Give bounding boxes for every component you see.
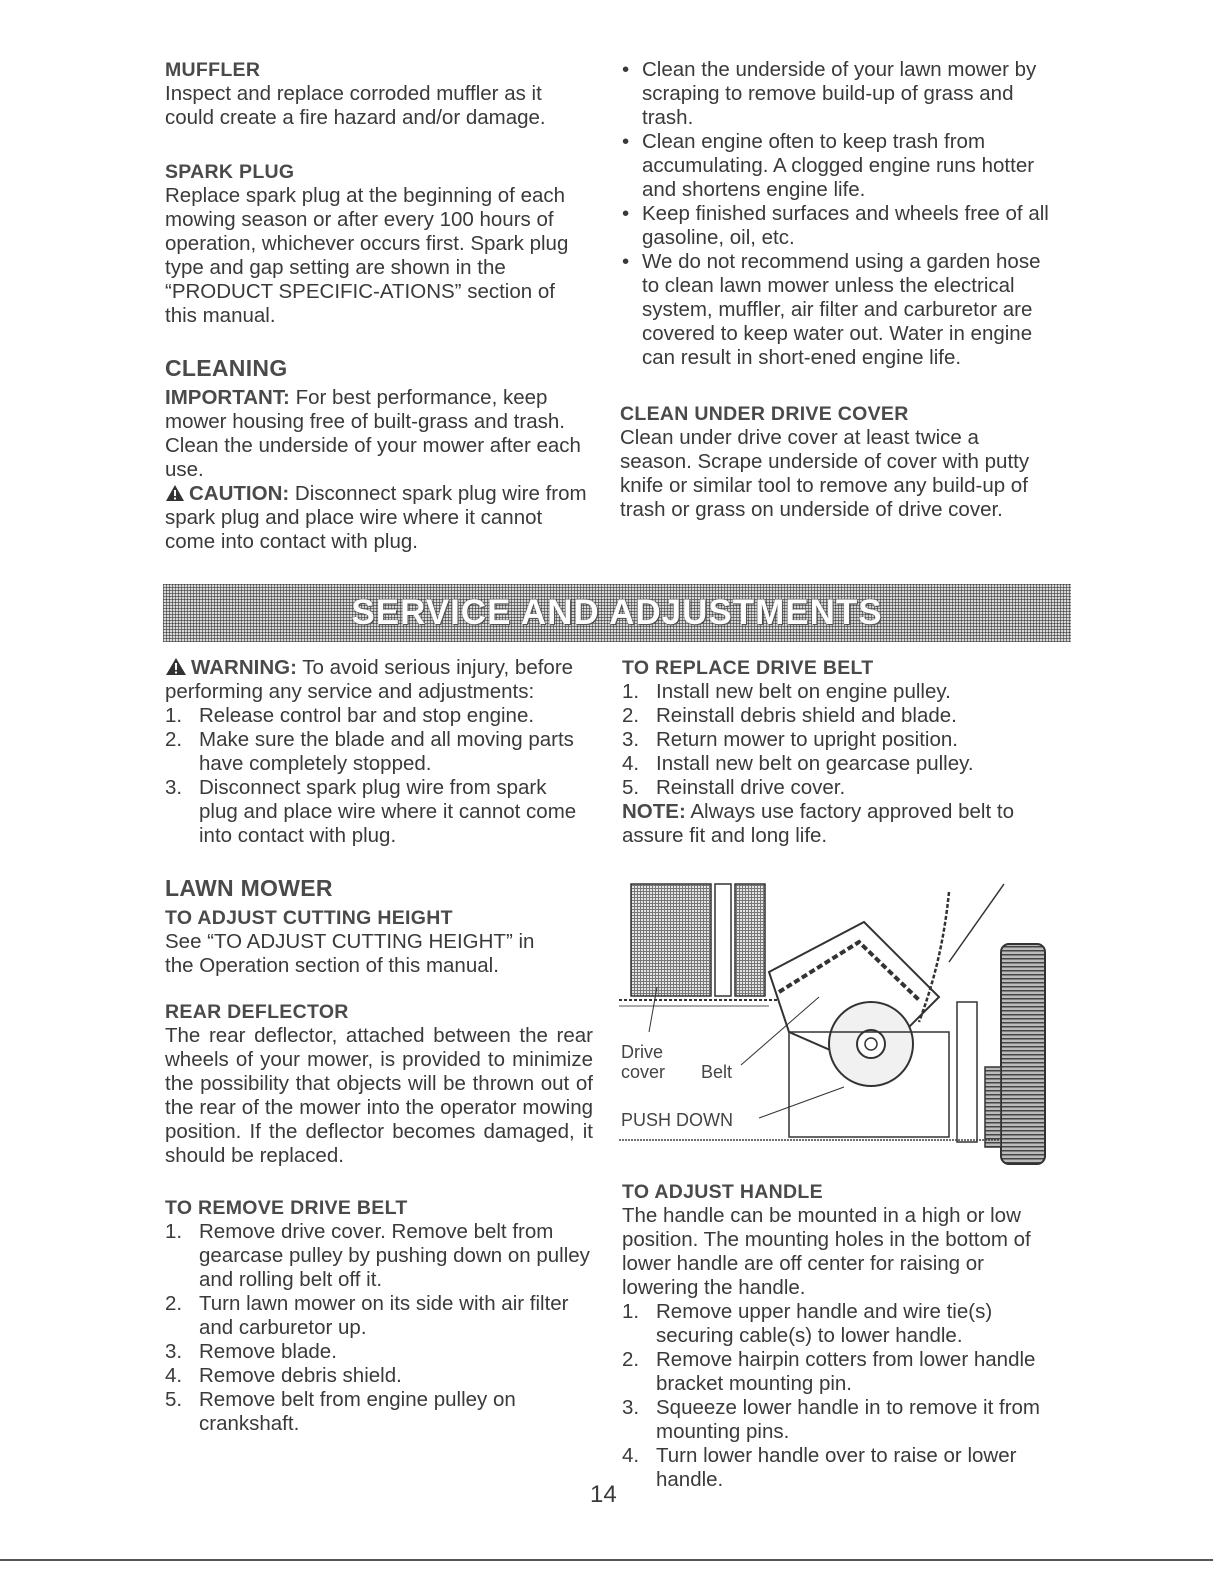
cleaning-bullet-list (620, 58, 1060, 370)
list-item: 2. Remove hairpin cotters from lower handle bracket mounting pin. (622, 1348, 1036, 1395)
list-item: 2. Make sure the blade and all moving parts have completely stopped. (165, 728, 574, 775)
remove-drive-belt-steps (165, 1220, 590, 1436)
note-paragraph (622, 800, 1042, 848)
list-item: 3. Remove blade. (165, 1340, 337, 1363)
warning-paragraph (165, 656, 575, 704)
warning-steps (165, 704, 590, 848)
replace-drive-belt-steps (622, 680, 1062, 800)
list-item: 4. Turn lower handle over to raise or lower handle. (622, 1444, 1017, 1491)
list-item: 4. Remove debris shield. (165, 1364, 402, 1387)
list-item: • Keep finished surfaces and wheels free of all gasoline, oil, etc. (622, 202, 1049, 249)
list-item: 5. Remove belt from engine pulley on crankshaft. (165, 1388, 516, 1435)
caution-icon (165, 484, 185, 502)
figure-label-belt: Belt (701, 1062, 733, 1082)
page-number: 14 (590, 1481, 617, 1508)
important-text: For best performance, keep mower housing free of built-grass and trash. Clean the underside of your mower after each use. (165, 386, 581, 481)
list-item: 1. Remove drive cover. Remove belt from gearcase pulley by pushing down on pulley and rolling belt off it. (165, 1220, 590, 1291)
caution-paragraph (165, 482, 590, 554)
adjust-handle-steps (622, 1300, 1042, 1492)
clean-under-drive-cover-heading: CLEAN UNDER DRIVE COVER (620, 403, 909, 425)
muffler-text: Inspect and replace corroded muffler as it could create a fire hazard and/or damage. (165, 82, 546, 129)
cleaning-heading: CLEANING (165, 355, 288, 381)
remove-drive-belt-heading: TO REMOVE DRIVE BELT (165, 1197, 408, 1219)
list-item: • We do not recommend using a garden hose to clean lawn mower unless the electrical system, muffler, air filter and carburetor are covered to keep water out. Water in engine can result in short-ened engine life. (622, 250, 1041, 369)
important-paragraph (165, 386, 595, 482)
spark-plug-text: Replace spark plug at the beginning of each mowing season or after every 100 hours of operation, whichever occurs first. Spark plug type and gap setting are shown in the “PRODUCT SPECIFIC-ATIONS” section of this manual. (165, 184, 569, 327)
muffler-heading: MUFFLER (165, 59, 261, 81)
rear-deflector-heading: REAR DEFLECTOR (165, 1001, 349, 1023)
list-item: 1. Install new belt on engine pulley. (622, 680, 951, 703)
list-item: 2. Turn lawn mower on its side with air filter and carburetor up. (165, 1292, 569, 1339)
clean-under-drive-cover-text: Clean under drive cover at least twice a season. Scrape underside of cover with putty knife or similar tool to remove any build-up of trash or grass on underside of drive cover. (620, 426, 1030, 521)
caution-text: Disconnect spark plug wire from spark plug and place wire where it cannot come into contact with plug. (165, 482, 587, 553)
figure-label-cover: cover (621, 1062, 666, 1082)
adjust-handle-heading: TO ADJUST HANDLE (622, 1181, 823, 1203)
banner-title: SERVICE AND ADJUSTMENTS (351, 593, 883, 632)
replace-drive-belt-heading: TO REPLACE DRIVE BELT (622, 657, 874, 679)
list-item: 5. Reinstall drive cover. (622, 776, 846, 799)
caution-label: CAUTION: (189, 482, 290, 505)
adjust-handle-text: The handle can be mounted in a high or low position. The mounting holes in the bottom of lower handle are off center for raising or lowering the handle. (622, 1204, 1031, 1299)
list-item: • Clean the underside of your lawn mower by scraping to remove build-up of grass and trash. (622, 58, 1037, 129)
list-item: • Clean engine often to keep trash from accumulating. A clogged engine runs hotter and shortens engine life. (622, 130, 1035, 201)
figure-label-drive: Drive (621, 1042, 664, 1062)
list-item: 2. Reinstall debris shield and blade. (622, 704, 957, 727)
bottom-divider (0, 1559, 1213, 1561)
lawn-mower-heading: LAWN MOWER (165, 875, 333, 901)
drive-belt-illustration (619, 882, 1049, 1172)
important-label: IMPORTANT: (165, 386, 290, 409)
cutting-height-text: See “TO ADJUST CUTTING HEIGHT” in the Operation section of this manual. (165, 930, 535, 977)
list-item: 3. Return mower to upright position. (622, 728, 958, 751)
warning-text: To avoid serious injury, before performing any service and adjustments: (165, 656, 574, 703)
note-label: NOTE: (622, 800, 686, 823)
list-item: 4. Install new belt on gearcase pulley. (622, 752, 974, 775)
figure-label-push-down: PUSH DOWN (621, 1110, 733, 1130)
cutting-height-heading: TO ADJUST CUTTING HEIGHT (165, 907, 453, 929)
warning-icon (165, 657, 187, 676)
list-item: 1. Remove upper handle and wire tie(s) securing cable(s) to lower handle. (622, 1300, 993, 1347)
note-text: Always use factory approved belt to assure fit and long life. (622, 800, 1014, 847)
list-item: 3. Squeeze lower handle in to remove it from mounting pins. (622, 1396, 1041, 1443)
spark-plug-heading: SPARK PLUG (165, 161, 295, 183)
warning-label: WARNING: (191, 656, 297, 679)
rear-deflector-text: The rear deflector, attached between the rear wheels of your mower, is provided to minimize the possibility that objects will be thrown out of the rear of the mower into the operator mowing position. If the deflector becomes damaged, it should be replaced. (165, 1024, 593, 1167)
list-item: 1. Release control bar and stop engine. (165, 704, 535, 727)
list-item: 3. Disconnect spark plug wire from spark plug and place wire where it cannot come into contact with plug. (165, 776, 577, 847)
section-banner (163, 584, 1071, 642)
